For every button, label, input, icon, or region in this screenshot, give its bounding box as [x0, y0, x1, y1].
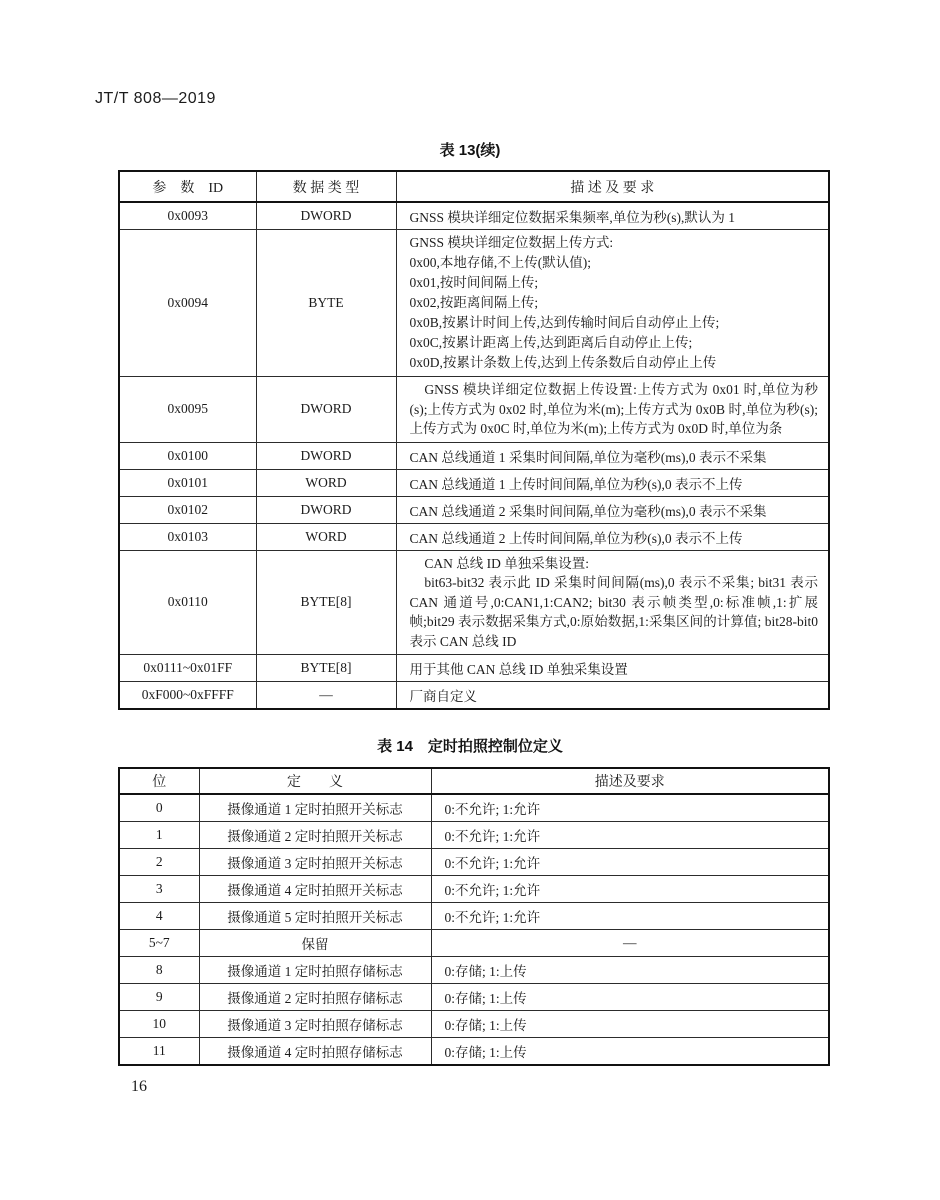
cell-description: 0:存储; 1:上传 — [431, 1038, 829, 1066]
cell-description: 用于其他 CAN 总线 ID 单独采集设置 — [396, 655, 829, 682]
cell-data-type: BYTE[8] — [256, 655, 396, 682]
description-line: 0x0C,按累计距离上传,达到距离后自动停止上传; — [409, 335, 693, 350]
column-header-data-type: 数 据 类 型 — [256, 171, 396, 202]
cell-bit: 11 — [119, 1038, 199, 1066]
cell-description: 0:存储; 1:上传 — [431, 984, 829, 1011]
description-line: 0x00,本地存储,不上传(默认值); — [409, 255, 591, 270]
cell-param-id: 0x0101 — [119, 469, 256, 496]
header-row — [119, 171, 829, 202]
table-13-header — [119, 171, 829, 202]
cell-param-id: 0x0100 — [119, 442, 256, 469]
cell-description: 0:存储; 1:上传 — [431, 1011, 829, 1038]
cell-description: CAN 总线通道 2 上传时间间隔,单位为秒(s),0 表示不上传 — [396, 523, 829, 550]
table-row — [119, 496, 829, 523]
cell-description: 0:不允许; 1:允许 — [431, 822, 829, 849]
cell-data-type: WORD — [256, 469, 396, 496]
description-line: 0x0B,按累计时间上传,达到传输时间后自动停止上传; — [409, 315, 720, 330]
table-row — [119, 957, 829, 984]
table-row — [119, 469, 829, 496]
table-row — [119, 876, 829, 903]
cell-definition: 摄像通道 3 定时拍照存储标志 — [199, 1011, 431, 1038]
cell-param-id: 0x0094 — [119, 230, 256, 377]
cell-bit: 4 — [119, 903, 199, 930]
cell-data-type: BYTE[8] — [256, 550, 396, 655]
cell-bit: 10 — [119, 1011, 199, 1038]
cell-definition: 摄像通道 2 定时拍照开关标志 — [199, 822, 431, 849]
table-row — [119, 377, 829, 443]
cell-definition: 摄像通道 5 定时拍照开关标志 — [199, 903, 431, 930]
table-row — [119, 1038, 829, 1066]
description-line: bit63-bit32 表示此 ID 采集时间间隔(ms),0 表示不采集; bit31 表示 CAN 通道号,0:CAN1,1:CAN2; bit30 表示帧类型,0:标准帧,1:扩展帧;bit29 表示数据采集方式,0:原始数据,1:采集区间的计算值; bit28-bit0 表示 CAN 总线 ID — [409, 575, 818, 649]
standard-number: JT/T 808—2019 — [95, 90, 216, 107]
column-header-definition: 定 义 — [199, 768, 431, 794]
table-13-body — [119, 202, 829, 709]
cell-bit: 9 — [119, 984, 199, 1011]
table-row — [119, 682, 829, 710]
cell-description — [396, 377, 829, 443]
cell-data-type: BYTE — [256, 230, 396, 377]
cell-bit: 3 — [119, 876, 199, 903]
description-line: CAN 总线 ID 单独采集设置: — [424, 555, 589, 571]
cell-description: 0:不允许; 1:允许 — [431, 849, 829, 876]
table-row — [119, 903, 829, 930]
cell-param-id: 0x0111~0x01FF — [119, 655, 256, 682]
cell-data-type: DWORD — [256, 442, 396, 469]
cell-description: — — [431, 930, 829, 957]
cell-param-id: 0x0093 — [119, 202, 256, 230]
cell-description: GNSS 模块详细定位数据采集频率,单位为秒(s),默认为 1 — [396, 202, 829, 230]
cell-bit: 1 — [119, 822, 199, 849]
header-row — [119, 768, 829, 794]
cell-description: CAN 总线通道 1 采集时间间隔,单位为毫秒(ms),0 表示不采集 — [396, 442, 829, 469]
table-row — [119, 523, 829, 550]
cell-param-id: 0x0095 — [119, 377, 256, 443]
cell-description: 0:不允许; 1:允许 — [431, 794, 829, 822]
description-line: 0x0D,按累计条数上传,达到上传条数后自动停止上传 — [409, 355, 717, 370]
cell-definition: 摄像通道 4 定时拍照开关标志 — [199, 876, 431, 903]
cell-param-id: 0x0102 — [119, 496, 256, 523]
table-14-body — [119, 794, 829, 1065]
cell-data-type: DWORD — [256, 496, 396, 523]
cell-description: 0:存储; 1:上传 — [431, 957, 829, 984]
cell-bit: 0 — [119, 794, 199, 822]
cell-description: 0:不允许; 1:允许 — [431, 876, 829, 903]
description-line: 0x02,按距离间隔上传; — [409, 295, 539, 310]
description-line: GNSS 模块详细定位数据上传设置:上传方式为 0x01 时,单位为秒(s);上传方式为 0x02 时,单位为米(m);上传方式为 0x0B 时,单位为秒(s);上传方式为 0x0C 时,单位为米(m);上传方式为 0x0D 时,单位为条 — [409, 382, 818, 436]
cell-description — [396, 550, 829, 655]
table-row — [119, 849, 829, 876]
table-13-continued — [118, 170, 830, 710]
table-row — [119, 984, 829, 1011]
cell-param-id: 0x0110 — [119, 550, 256, 655]
cell-param-id: 0x0103 — [119, 523, 256, 550]
cell-description — [396, 230, 829, 377]
table-row — [119, 1011, 829, 1038]
description-line: 0x01,按时间间隔上传; — [409, 275, 539, 290]
table-13-title: 表 13(续) — [439, 142, 501, 159]
page-number: 16 — [131, 1078, 147, 1095]
cell-bit: 5~7 — [119, 930, 199, 957]
column-header-param-id: 参 数 ID — [119, 171, 256, 202]
column-header-description: 描述及要求 — [431, 768, 829, 794]
cell-definition: 保留 — [199, 930, 431, 957]
table-row — [119, 655, 829, 682]
cell-definition: 摄像通道 4 定时拍照存储标志 — [199, 1038, 431, 1066]
cell-definition: 摄像通道 2 定时拍照存储标志 — [199, 984, 431, 1011]
description-line: GNSS 模块详细定位数据上传方式: — [409, 235, 614, 250]
cell-bit: 8 — [119, 957, 199, 984]
table-row — [119, 550, 829, 655]
cell-definition: 摄像通道 1 定时拍照开关标志 — [199, 794, 431, 822]
cell-data-type: DWORD — [256, 202, 396, 230]
cell-data-type: DWORD — [256, 377, 396, 443]
table-row — [119, 930, 829, 957]
table-row — [119, 794, 829, 822]
cell-bit: 2 — [119, 849, 199, 876]
table-row — [119, 822, 829, 849]
table-14-scheduled-photo-control — [118, 767, 830, 1066]
table-row — [119, 202, 829, 230]
cell-data-type: — — [256, 682, 396, 710]
cell-param-id: 0xF000~0xFFFF — [119, 682, 256, 710]
table-row — [119, 230, 829, 377]
cell-description: CAN 总线通道 2 采集时间间隔,单位为毫秒(ms),0 表示不采集 — [396, 496, 829, 523]
cell-description: CAN 总线通道 1 上传时间间隔,单位为秒(s),0 表示不上传 — [396, 469, 829, 496]
column-header-bit: 位 — [119, 768, 199, 794]
table-14-title: 表 14 定时拍照控制位定义 — [377, 738, 563, 755]
cell-definition: 摄像通道 3 定时拍照开关标志 — [199, 849, 431, 876]
column-header-description: 描 述 及 要 求 — [396, 171, 829, 202]
cell-data-type: WORD — [256, 523, 396, 550]
cell-description: 厂商自定义 — [396, 682, 829, 710]
cell-definition: 摄像通道 1 定时拍照存储标志 — [199, 957, 431, 984]
table-row — [119, 442, 829, 469]
cell-description: 0:不允许; 1:允许 — [431, 903, 829, 930]
table-14-header — [119, 768, 829, 794]
